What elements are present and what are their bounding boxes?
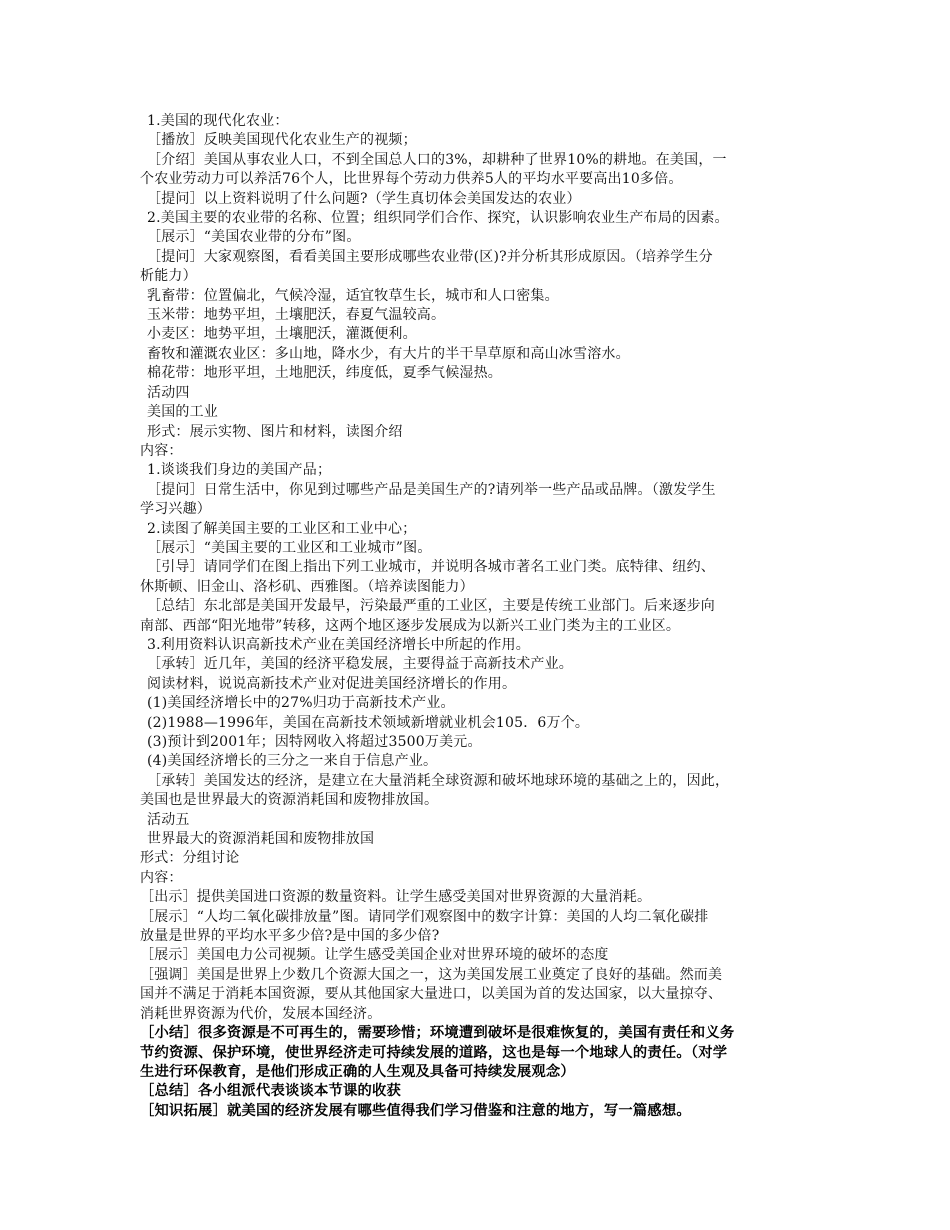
text-line: ［提问］日常生活中，你见到过哪些产品是美国生产的?请列举一些产品或品牌。（激发学生 — [147, 481, 716, 498]
text-line: 形式：展示实物、图片和材料，读图介绍 — [147, 423, 403, 440]
text-line: ［提问］大家观察图，看看美国主要形成哪些农业带(区)?并分析其形成原因。（培养学生分 — [147, 248, 713, 265]
text-line: 析能力） — [140, 268, 197, 285]
text-line: 世界最大的资源消耗国和废物排放国 — [147, 831, 375, 848]
document-page — [140, 112, 820, 1121]
text-line: 消耗世界资源为代价，发展本国经济。 — [140, 1005, 382, 1022]
text-line: ［展示］美国电力公司视频。让学生感受美国企业对世界环境的破坏的态度 — [140, 947, 609, 964]
text-line: ［展示］“人均二氧化碳排放量”图。请同学们观察图中的数字计算：美国的人均二氧化碳排 — [140, 908, 709, 925]
text-line: 小麦区：地势平坦，土壤肥沃，灌溉便利。 — [147, 326, 417, 343]
text-line: ［提问］以上资料说明了什么问题?（学生真切体会美国发达的农业） — [147, 190, 581, 207]
text-line: (3)预计到2001年；因特网收入将超过3500万美元。 — [147, 734, 482, 750]
text-line: ［承转］美国发达的经济，是建立在大量消耗全球资源和破坏地球环境的基础之上的，因此， — [147, 772, 730, 789]
text-line: 1.美国的现代化农业： — [147, 113, 289, 129]
text-line: ［播放］反映美国现代化农业生产的视频； — [147, 132, 417, 149]
bold-summary-text — [140, 1024, 820, 1121]
text-line: ［展示］“美国主要的工业区和工业城市”图。 — [147, 539, 432, 556]
text-line: 形式：分组讨论 — [140, 850, 240, 867]
text-line: 乳畜带：位置偏北，气候冷湿，适宜牧草生长，城市和人口密集。 — [147, 287, 559, 304]
text-line: 个农业劳动力可以养活76个人，比世界每个劳动力供养5人的平均水平要高出10多倍。 — [140, 171, 683, 188]
text-line: 玉米带：地势平坦，土壤肥沃，春夏气温较高。 — [147, 307, 446, 324]
bold-text-line: ［总结］各小组派代表谈谈本节课的收获 — [140, 1083, 401, 1100]
text-line: 内容： — [140, 869, 183, 886]
text-line: (2)1988—1996年，美国在高新技术领域新增就业机会105．6万个。 — [147, 714, 590, 731]
text-line: ［介绍］美国从事农业人口，不到全国总人口的3%，却耕种了世界10%的耕地。在美国，一 — [147, 151, 727, 168]
bold-text-line: 节约资源、保护环境，使世界经济走可持续发展的道路，这也是每一个地球人的责任。（对学 — [140, 1044, 728, 1061]
text-line: 畜牧和灌溉农业区：多山地，降水少，有大片的半干旱草原和高山冰雪溶水。 — [147, 345, 630, 362]
bold-text-line: ［知识拓展］就美国的经济发展有哪些值得我们学习借鉴和注意的地方，写一篇感想。 — [140, 1102, 691, 1119]
text-line: 3.利用资料认识高新技术产业在美国经济增长中所起的作用。 — [147, 636, 530, 653]
text-line: 内容： — [140, 442, 183, 459]
text-line: ［承转］近几年，美国的经济平稳发展，主要得益于高新技术产业。 — [147, 656, 573, 673]
text-line: 美国也是世界最大的资源消耗国和废物排放国。 — [140, 792, 439, 809]
text-line: 学习兴趣） — [140, 501, 211, 518]
text-line: ［出示］提供美国进口资源的数量资料。让学生感受美国对世界资源的大量消耗。 — [140, 889, 652, 906]
text-line: 活动四 — [147, 384, 190, 401]
text-line: 南部、西部“阳光地带”转移，这两个地区逐步发展成为以新兴工业门类为主的工业区。 — [140, 617, 681, 634]
text-line: (1)美国经济增长中的27%归功于高新技术产业。 — [147, 695, 455, 712]
text-line: 1.谈谈我们身边的美国产品； — [147, 462, 332, 479]
bold-text-line: 生进行环保教育，是他们形成正确的人生观及具备可持续发展观念） — [140, 1063, 575, 1080]
text-line: 国并不满足于消耗本国资源，要从其他国家大量进口，以美国为首的发达国家，以大量掠夺、 — [140, 986, 723, 1003]
text-line: 放量是世界的平均水平多少倍?是中国的多少倍? — [140, 928, 440, 945]
text-line: 2.美国主要的农业带的名称、位置；组织同学们合作、探究，认识影响农业生产布局的因素。 — [147, 210, 729, 227]
text-line: 2.读图了解美国主要的工业区和工业中心； — [147, 520, 417, 537]
text-line: 棉花带：地形平坦，土地肥沃，纬度低，夏季气候湿热。 — [147, 365, 502, 382]
text-line: 阅读材料，说说高新技术产业对促进美国经济增长的作用。 — [147, 675, 517, 692]
text-line: ［展示］“美国农业带的分布”图。 — [147, 229, 361, 246]
text-line: 活动五 — [147, 811, 190, 828]
text-line: ［引导］请同学们在图上指出下列工业城市，并说明各城市著名工业门类。底特律、纽约、 — [147, 559, 715, 576]
text-line: 休斯顿、旧金山、洛杉矶、西雅图。（培养读图能力） — [140, 578, 474, 595]
body-text — [140, 112, 820, 1024]
text-line: ［强调］美国是世界上少数几个资源大国之一，这为美国发展工业奠定了良好的基础。然而美 — [140, 966, 723, 983]
text-line: (4)美国经济增长的三分之一来自于信息产业。 — [147, 753, 438, 770]
text-line: ［总结］东北部是美国开发最早，污染最严重的工业区，主要是传统工业部门。后来逐步向 — [147, 598, 715, 615]
bold-text-line: ［小结］很多资源是不可再生的，需要珍惜；环境遭到破坏是很难恢复的，美国有责任和义务 — [140, 1025, 735, 1042]
text-line: 美国的工业 — [147, 404, 218, 421]
